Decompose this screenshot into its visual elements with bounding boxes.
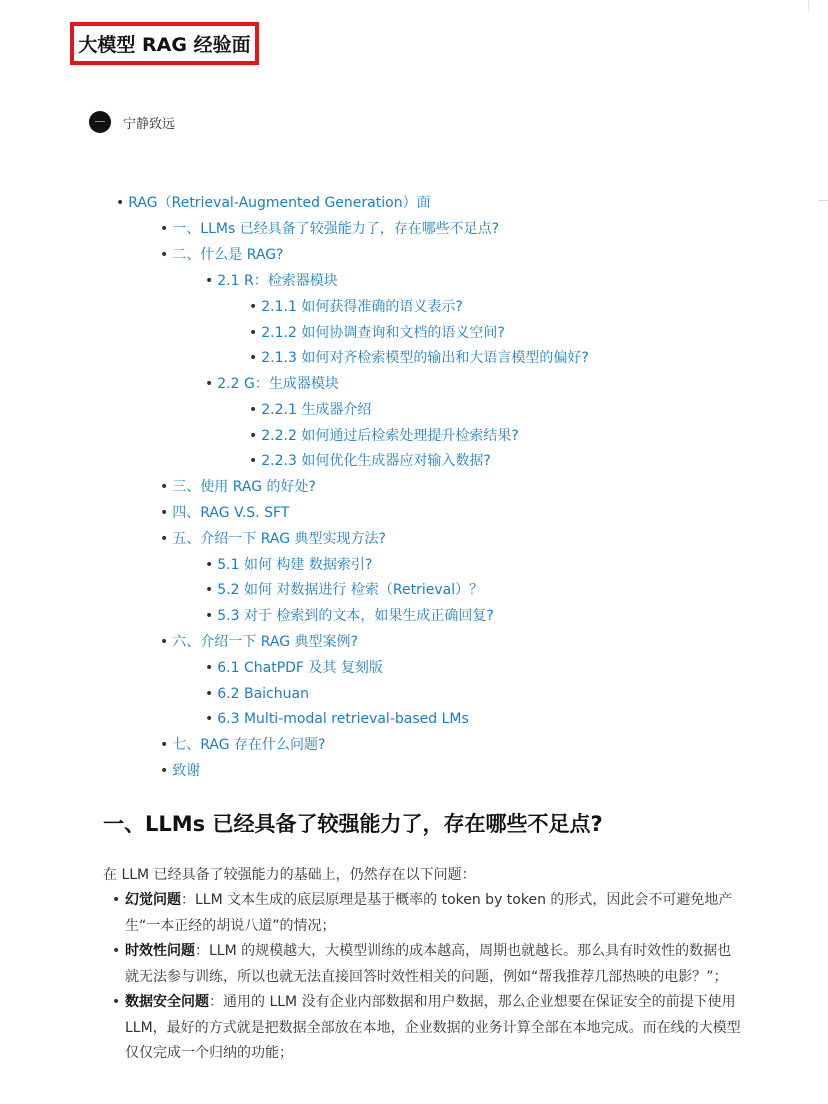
toc-link[interactable]: 五、介绍一下 RAG 典型实现方法? [172, 531, 386, 547]
edge-divider [818, 200, 828, 201]
toc-link[interactable]: 2.1.2 如何协调查询和文档的语义空间? [261, 325, 505, 341]
toc-item[interactable]: • 五、介绍一下 RAG 典型实现方法? [160, 531, 386, 547]
toc-link[interactable]: 5.1 如何 构建 数据索引? [217, 557, 373, 573]
toc-item[interactable]: • RAG（Retrieval-Augmented Generation）面 [116, 195, 431, 211]
toc-link[interactable]: 6.1 ChatPDF 及其 复刻版 [217, 660, 383, 676]
toc-item[interactable]: • 2.2.3 如何优化生成器应对输入数据? [249, 453, 491, 469]
toc-link[interactable]: 一、LLMs 已经具备了较强能力了，存在哪些不足点? [172, 221, 500, 237]
toc-item[interactable]: • 2.1.1 如何获得准确的语义表示? [249, 299, 463, 315]
toc-link[interactable]: 6.3 Multi-modal retrieval-based LMs [217, 711, 469, 727]
toc-item[interactable]: • 2.2.2 如何通过后检索处理提升检索结果? [249, 428, 519, 444]
toc-item[interactable]: • 5.3 对于 检索到的文本，如果生成正确回复? [205, 608, 494, 624]
toc-link[interactable]: 6.2 Baichuan [217, 686, 309, 702]
article-title-box [70, 22, 259, 65]
toc-item[interactable]: • 2.2.1 生成器介绍 [249, 402, 372, 418]
list-item: • 幻觉问题：LLM 文本生成的底层原理是基于概率的 token by token 的形式，因此会不可避免地产生“一本正经的胡说八道”的情况； [112, 892, 733, 934]
toc-item[interactable]: • 6.2 Baichuan [205, 686, 309, 702]
issue-term: 数据安全问题 [125, 994, 209, 1010]
toc-item[interactable]: • 六、介绍一下 RAG 典型案例? [160, 634, 358, 650]
toc-item[interactable]: • 二、什么是 RAG? [160, 247, 284, 263]
toc-link[interactable]: 三、使用 RAG 的好处? [172, 479, 316, 495]
toc-item[interactable]: • 七、RAG 存在什么问题? [160, 737, 326, 753]
toc-item[interactable]: • 2.1.2 如何协调查询和文档的语义空间? [249, 325, 505, 341]
toc-link[interactable]: 2.1.3 如何对齐检索模型的输出和大语言模型的偏好? [261, 350, 589, 366]
toc-link[interactable]: 二、什么是 RAG? [172, 247, 284, 263]
toc-link[interactable]: 2.2.1 生成器介绍 [261, 402, 372, 418]
article-title: 大模型 RAG 经验面 [78, 34, 251, 56]
avatar[interactable] [89, 111, 111, 133]
issue-text: ：通用的 LLM 没有企业内部数据和用户数据，那么企业想要在保证安全的前提下使用 LLM，最好的方式就是把数据全部放在本地，企业数据的业务计算全部在本地完成。而在线的大模型仅仅完成一个归纳的功能； [125, 994, 741, 1061]
issue-text: ：LLM 文本生成的底层原理是基于概率的 token by token 的形式，因此会不可避免地产生“一本正经的胡说八道”的情况； [125, 892, 733, 934]
toc-link[interactable]: 2.2 G：生成器模块 [217, 376, 339, 392]
toc-item[interactable]: • 三、使用 RAG 的好处? [160, 479, 316, 495]
toc-link[interactable]: 四、RAG V.S. SFT [172, 505, 290, 521]
toc-link[interactable]: RAG（Retrieval-Augmented Generation）面 [128, 195, 431, 211]
author-name[interactable]: 宁静致远 [123, 116, 176, 132]
toc-item[interactable]: • 5.2 如何 对数据进行 检索（Retrieval）？ [205, 582, 484, 598]
issue-term: 时效性问题 [125, 943, 195, 959]
toc-item[interactable]: • 2.2 G：生成器模块 [205, 376, 339, 392]
toc-item[interactable]: • 5.1 如何 构建 数据索引? [205, 557, 373, 573]
toc-item[interactable]: • 致谢 [160, 763, 201, 779]
issue-text: ：LLM 的规模越大，大模型训练的成本越高，周期也就越长。那么具有时效性的数据也就无法参与训练，所以也就无法直接回答时效性相关的问题，例如“帮我推荐几部热映的电影？”； [125, 943, 732, 985]
toc-link[interactable]: 七、RAG 存在什么问题? [172, 737, 326, 753]
list-item: • 数据安全问题：通用的 LLM 没有企业内部数据和用户数据，那么企业想要在保证安全的前提下使用 LLM，最好的方式就是把数据全部放在本地，企业数据的业务计算全部在本地完成。而在线的大模型仅仅完成一个归纳的功能； [112, 994, 741, 1061]
scrollbar-mark [808, 0, 809, 12]
toc-link[interactable]: 5.2 如何 对数据进行 检索（Retrieval）？ [217, 582, 484, 598]
author-row[interactable] [89, 111, 175, 133]
toc-item[interactable]: • 6.1 ChatPDF 及其 复刻版 [205, 660, 383, 676]
toc-item[interactable]: • 6.3 Multi-modal retrieval-based LMs [205, 711, 469, 727]
toc-item[interactable]: • 2.1 R：检索器模块 [205, 273, 338, 289]
toc-link[interactable]: 六、介绍一下 RAG 典型案例? [172, 634, 358, 650]
toc-link[interactable]: 2.1 R：检索器模块 [217, 273, 338, 289]
toc-item[interactable]: • 一、LLMs 已经具备了较强能力了，存在哪些不足点? [160, 221, 500, 237]
toc-item[interactable]: • 2.1.3 如何对齐检索模型的输出和大语言模型的偏好? [249, 350, 589, 366]
toc-link[interactable]: 2.2.2 如何通过后检索处理提升检索结果? [261, 428, 519, 444]
toc-link[interactable]: 2.1.1 如何获得准确的语义表示? [261, 299, 463, 315]
toc-link[interactable]: 5.3 对于 检索到的文本，如果生成正确回复? [217, 608, 494, 624]
section-heading: 一、LLMs 已经具备了较强能力了，存在哪些不足点? [103, 812, 603, 836]
toc-link[interactable]: 致谢 [172, 763, 201, 779]
list-item: • 时效性问题：LLM 的规模越大，大模型训练的成本越高，周期也就越长。那么具有时效性的数据也就无法参与训练，所以也就无法直接回答时效性相关的问题，例如“帮我推荐几部热映的电影？”； [112, 943, 732, 985]
toc-item[interactable]: • 四、RAG V.S. SFT [160, 505, 290, 521]
issue-list [112, 888, 742, 1067]
issue-term: 幻觉问题 [125, 892, 181, 908]
toc-link[interactable]: 2.2.3 如何优化生成器应对输入数据? [261, 453, 491, 469]
section-intro: 在 LLM 已经具备了较强能力的基础上，仍然存在以下问题： [103, 867, 476, 883]
